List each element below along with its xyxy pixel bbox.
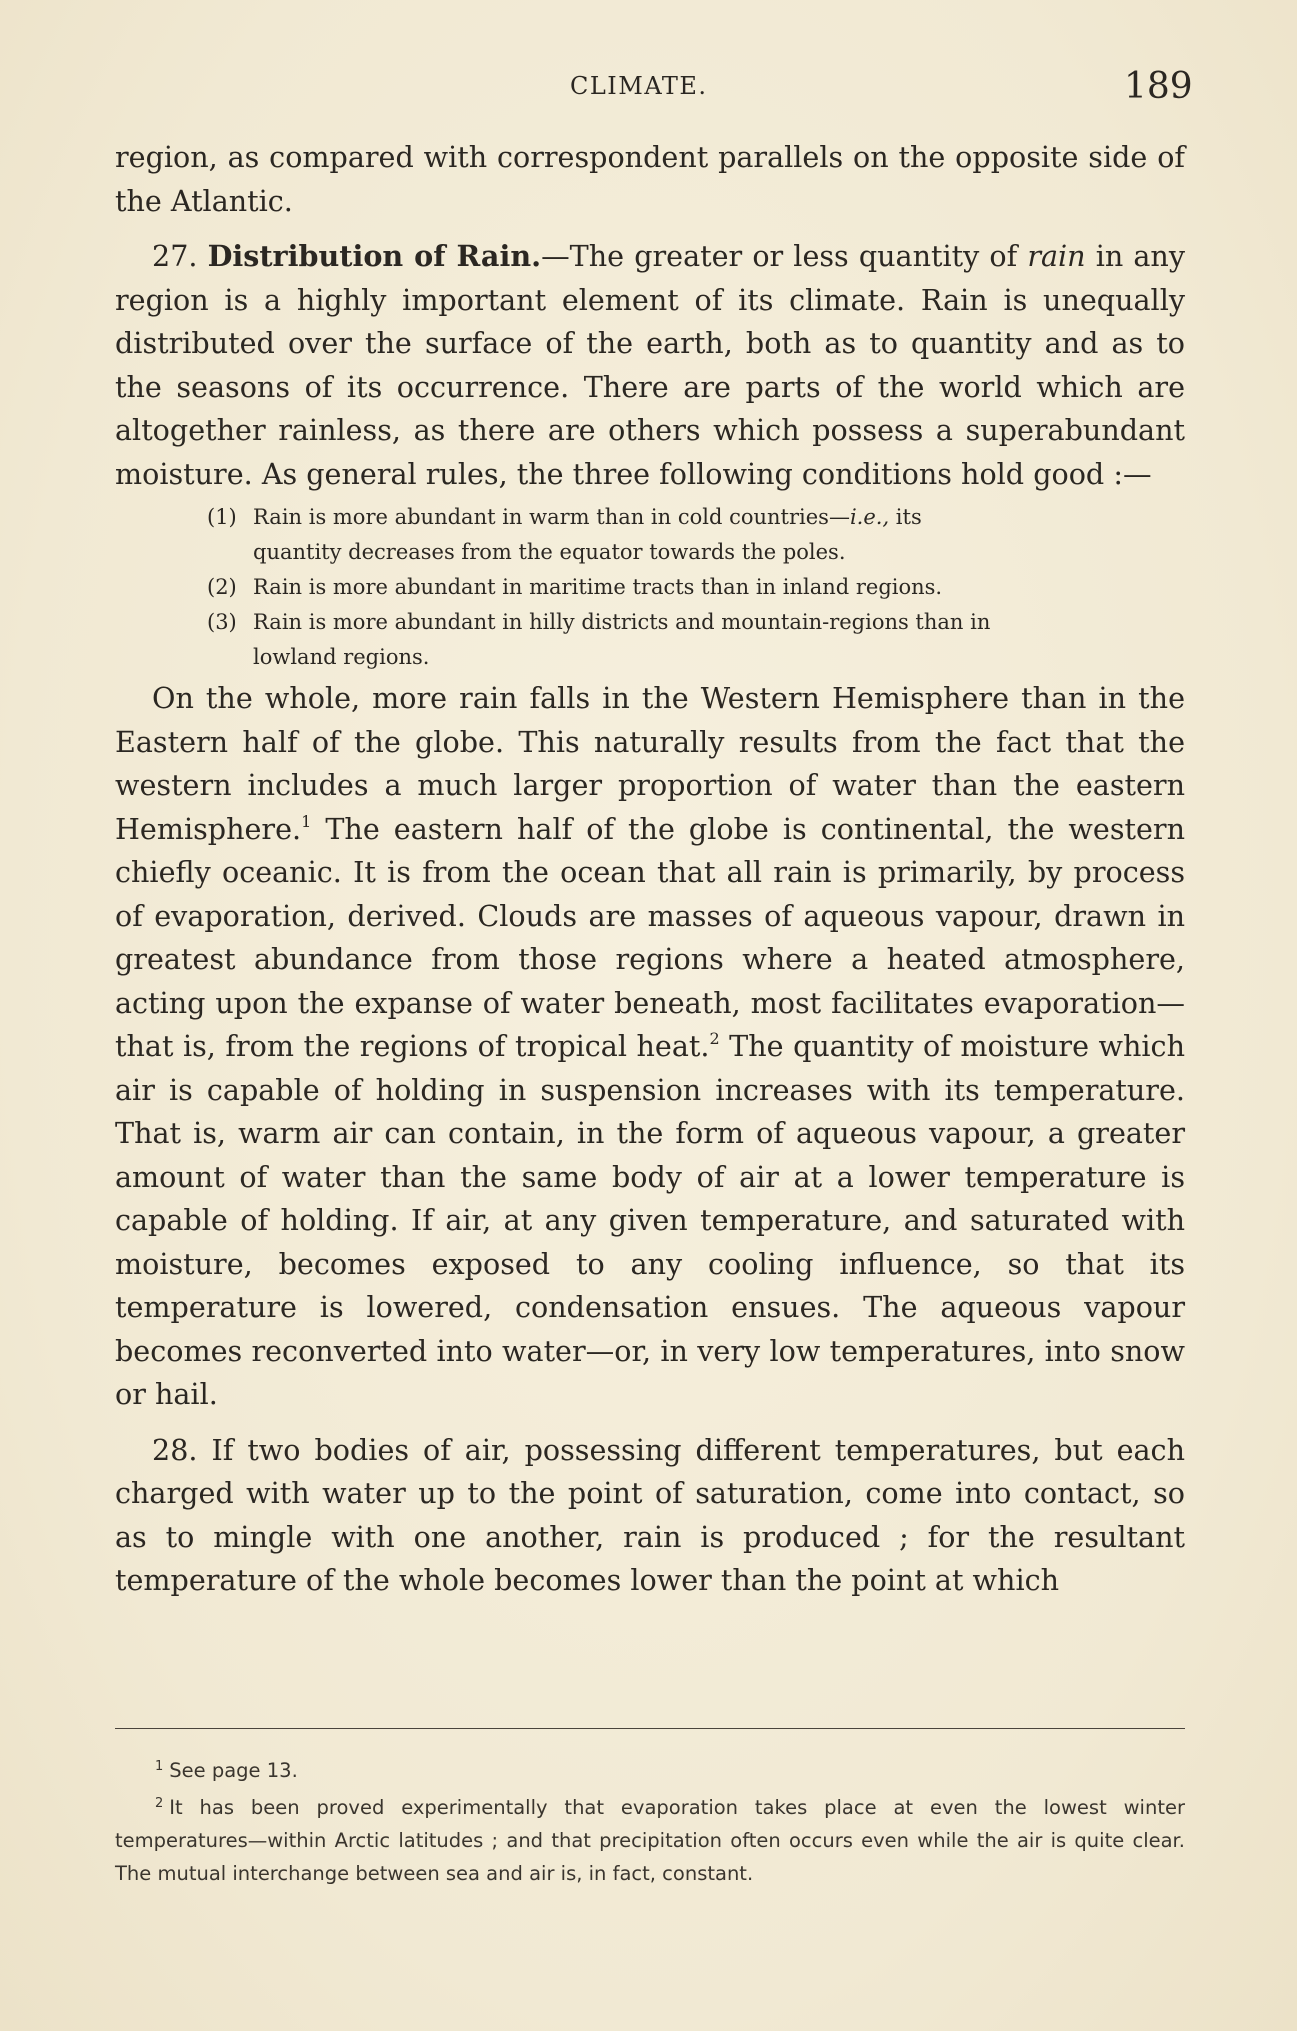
rule-text: Rain is more abundant in maritime tracts than in inland regions.: [253, 575, 943, 599]
footnotes: [115, 1750, 1185, 1890]
paragraph-intro-text: region, as compared with correspondent parallels on the opposite side of the Atlantic.: [115, 140, 1185, 218]
section-27-text-a: —The greater or less quantity of: [541, 239, 1028, 273]
rule-number: (1): [207, 505, 237, 529]
rule-text-main: Rain is more abundant in hilly districts and mountain-regions than in: [253, 610, 991, 634]
rule-text: [253, 605, 1185, 675]
rule-item-3: [207, 605, 1185, 675]
footnote-divider: [115, 1728, 1185, 1729]
section-28-text: If two bodies of air, possessing different temperatures, but each charged with water up to the point of saturation, come into contact, so as to mingle with one another, rain is produced ; for the resultant temperature of the whole becomes lower than the point at which: [115, 1432, 1185, 1597]
footnote-ref-2[interactable]: 2: [709, 1029, 720, 1048]
footnote-1-text: See page 13.: [169, 1759, 298, 1782]
body-text: [115, 136, 1185, 1603]
running-head: [0, 66, 1297, 110]
paragraph-intro: [115, 136, 1185, 223]
footnote-2: [115, 1787, 1185, 1890]
footnote-1-mark: 1: [155, 1759, 164, 1774]
page-number: 189: [1124, 66, 1193, 107]
footnote-2-text: It has been proved experimentally that evaporation takes place at even the lowest winter temperatures—within Arctic latitudes ; and that precipitation often occurs even while the air is quite clear. The mutual interchange between sea and air is, in fact, constant.: [115, 1796, 1185, 1885]
section-27-rain-italic: rain: [1027, 239, 1086, 273]
section-28-number: 28.: [152, 1432, 198, 1467]
paragraph-section-27: [115, 235, 1185, 496]
footnote-ref-1[interactable]: 1: [301, 811, 312, 831]
rule-text-b: its: [889, 505, 922, 529]
rule-text-a: Rain is more abundant in warm than in cold countries—: [253, 505, 850, 529]
paragraph-section-28: [115, 1429, 1185, 1603]
rule-number: (3): [207, 610, 237, 634]
section-27-number: 27.: [152, 239, 198, 273]
footnote-2-mark: 2: [155, 1796, 164, 1811]
rule-text-continuation: quantity decreases from the equator towards the poles.: [253, 540, 846, 564]
paragraph-whole-text-b: The eastern half of the globe is continental, the western chiefly oceanic. It is from the ocean that all rain is primarily, by process of evaporation, derived. Clouds are masses of aqueous vapour, drawn in greatest abundance from those regions where a heated atmosphere, acting upon the expanse of water beneath, most facilitates evaporation—that is, from the regions of tropical heat.: [115, 811, 1185, 1063]
paragraph-whole-text-a: On the whole, more rain falls in the Western Hemisphere than in the Eastern half of the globe. This naturally results from the fact that the western includes a much larger proportion of water than the eastern Hemisphere.: [115, 681, 1185, 846]
paragraph-on-the-whole: [115, 677, 1185, 1417]
section-27-heading: Distribution of Rain.: [207, 239, 542, 273]
rule-text: [253, 500, 1185, 570]
rule-item-2: [207, 570, 1185, 605]
rules-list: [115, 500, 1185, 675]
running-title: CLIMATE.: [570, 72, 708, 100]
rule-item-1: [207, 500, 1185, 570]
rule-text-continuation: lowland regions.: [253, 645, 430, 669]
footnote-1: [115, 1750, 1185, 1787]
paragraph-whole-text-c: The quantity of moisture which air is capable of holding in suspension increases with its temperature. That is, warm air can contain, in the form of aqueous vapour, a greater amount of water than the same body of air at a lower temperature is capable of holding. If air, at any given temperature, and saturated with moisture, becomes exposed to any cooling influence, so that its temperature is lowered, condensation ensues. The aqueous vapour becomes reconverted into water—or, in very low temperatures, into snow or hail.: [115, 1029, 1185, 1411]
rule-number: (2): [207, 575, 237, 599]
section-27-text-b: in any region is a highly important element of its climate. Rain is unequally distributed over the surface of the earth, both as to quantity and as to the seasons of its occurrence. There are parts of the world which are altogether rainless, as there are others which possess a superabundant moisture. As general rules, the three following conditions hold good :—: [115, 239, 1185, 491]
rule-text-italic: i.e.,: [849, 505, 890, 529]
